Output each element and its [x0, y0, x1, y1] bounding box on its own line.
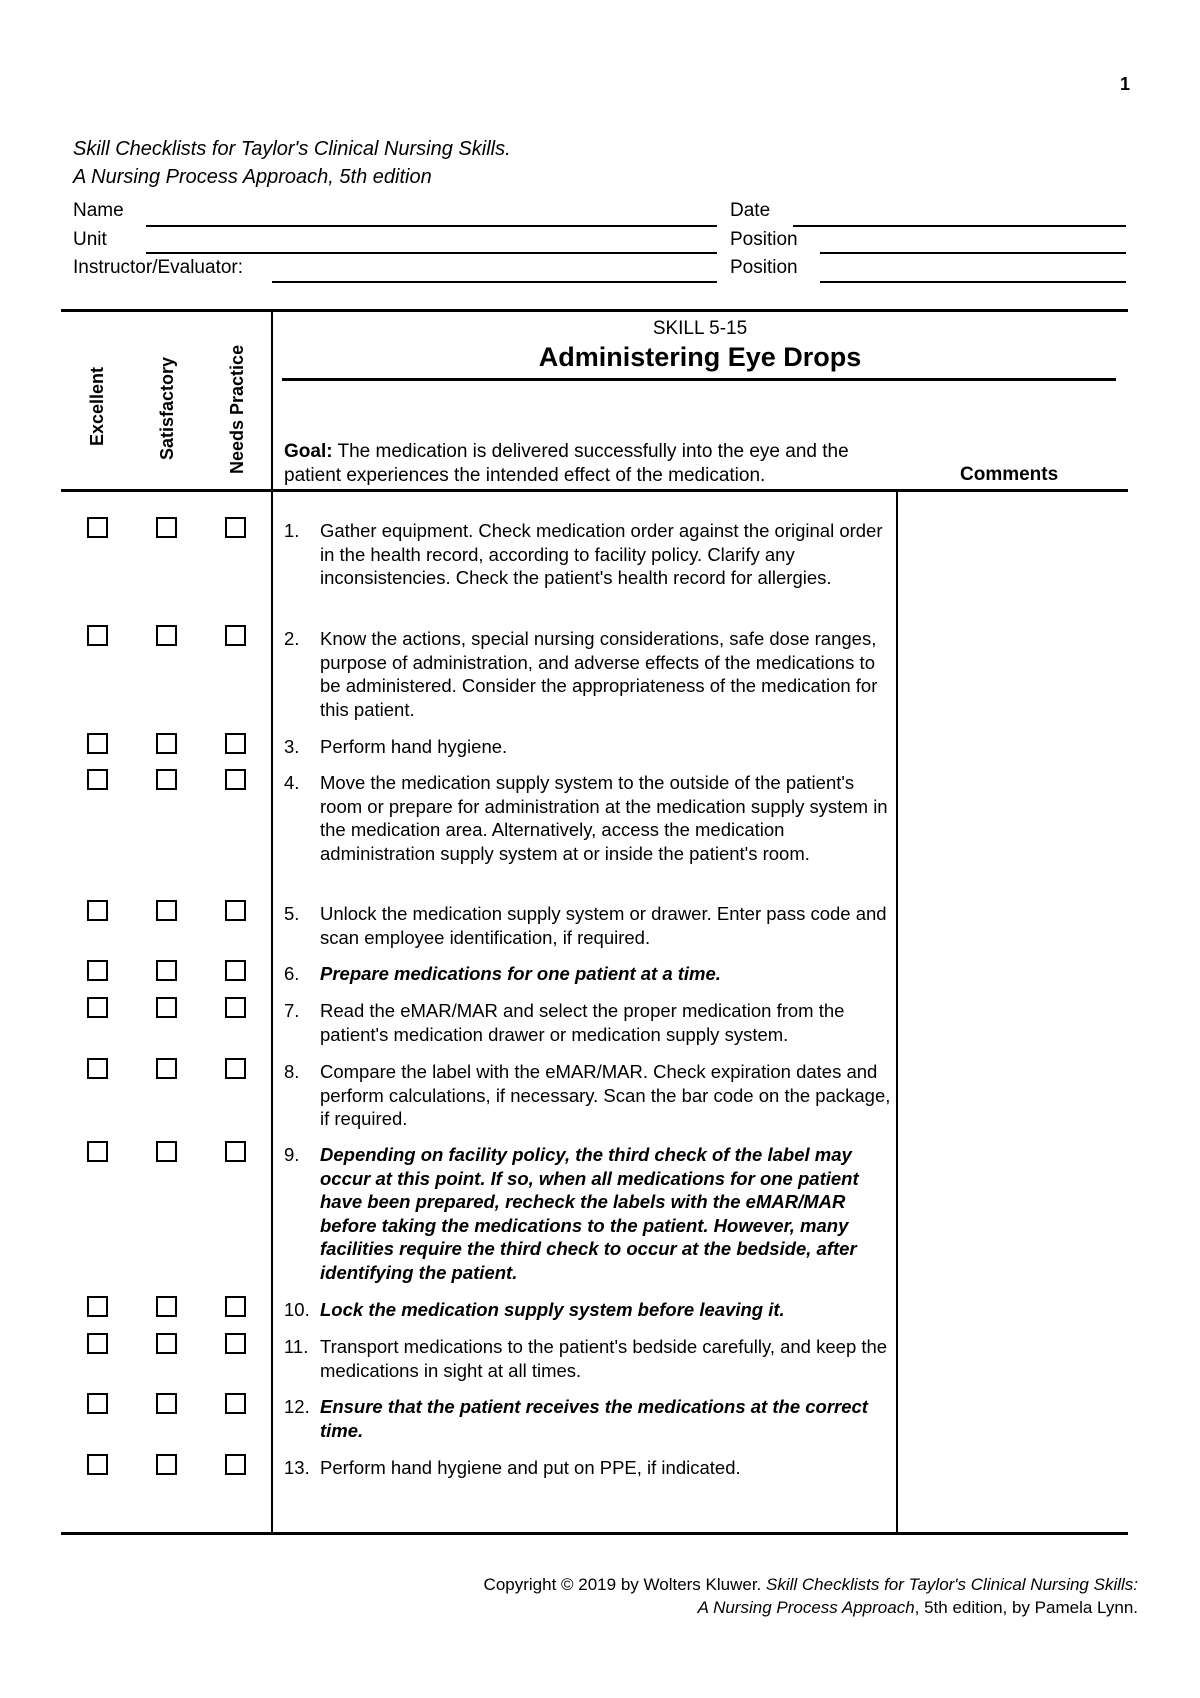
date-label: Date	[730, 200, 771, 221]
checkbox-needs-practice[interactable]	[225, 1058, 246, 1079]
step-number: 4.	[284, 772, 300, 793]
step-number: 2.	[284, 628, 300, 649]
checkbox-needs-practice[interactable]	[225, 960, 246, 981]
unit-field[interactable]	[146, 252, 717, 254]
comments-column-divider	[896, 490, 898, 1533]
step-item	[284, 902, 896, 949]
step-text: Prepare medications for one patient at a time.	[320, 963, 721, 984]
checkbox-excellent[interactable]	[87, 1141, 108, 1162]
table-bottom-rule	[61, 1532, 1128, 1535]
instructor-label: Instructor/Evaluator:	[73, 257, 244, 278]
position-label-1: Position	[730, 229, 798, 250]
checkbox-satisfactory[interactable]	[156, 1333, 177, 1354]
step-item	[284, 999, 896, 1046]
step-text: Gather equipment. Check medication order against the original order in the health record, according to facility policy. Clarify any inconsistencies. Check the patient's health record for allergies.	[320, 520, 883, 588]
checkbox-satisfactory[interactable]	[156, 1296, 177, 1317]
step-item	[284, 1456, 896, 1480]
checkbox-satisfactory[interactable]	[156, 1141, 177, 1162]
checkbox-needs-practice[interactable]	[225, 900, 246, 921]
checkbox-excellent[interactable]	[87, 733, 108, 754]
position-field-2[interactable]	[820, 281, 1126, 283]
instructor-field[interactable]	[272, 281, 717, 283]
step-number: 13.	[284, 1457, 310, 1478]
table-top-rule	[61, 309, 1128, 312]
book-title	[73, 135, 511, 191]
checkbox-satisfactory[interactable]	[156, 517, 177, 538]
step-text: Read the eMAR/MAR and select the proper medication from the patient's medication drawer or medication supply system.	[320, 1000, 845, 1045]
checkbox-satisfactory[interactable]	[156, 1393, 177, 1414]
checkbox-satisfactory[interactable]	[156, 900, 177, 921]
step-number: 5.	[284, 903, 300, 924]
checkbox-excellent[interactable]	[87, 625, 108, 646]
step-text: Compare the label with the eMAR/MAR. Check expiration dates and perform calculations, if necessary. Scan the bar code on the package, if required.	[320, 1061, 891, 1129]
step-text: Move the medication supply system to the outside of the patient's room or prepare for administration at the medication supply system in the medication area. Alternatively, access the medication administration supply system at or inside the patient's room.	[320, 772, 888, 864]
step-text: Perform hand hygiene.	[320, 736, 508, 757]
step-text: Transport medications to the patient's bedside carefully, and keep the medications in sight at all times.	[320, 1336, 888, 1381]
footer-copyright: Copyright © 2019 by Wolters Kluwer.	[483, 1575, 766, 1594]
footer-book-subtitle: A Nursing Process Approach	[697, 1598, 915, 1617]
step-number: 6.	[284, 963, 300, 984]
checkbox-satisfactory[interactable]	[156, 960, 177, 981]
checkbox-needs-practice[interactable]	[225, 1454, 246, 1475]
footer-edition: , 5th edition, by Pamela Lynn.	[914, 1598, 1138, 1617]
step-item	[284, 627, 896, 721]
step-text: Know the actions, special nursing considerations, safe dose ranges, purpose of administration, and adverse effects of the medications to be administered. Consider the appropriateness of the medication for this patient.	[320, 628, 878, 720]
step-item	[284, 1143, 896, 1284]
step-item	[284, 1060, 896, 1131]
checkbox-satisfactory[interactable]	[156, 1454, 177, 1475]
step-number: 11.	[284, 1336, 309, 1357]
checkbox-satisfactory[interactable]	[156, 1058, 177, 1079]
name-label: Name	[73, 200, 124, 221]
step-number: 8.	[284, 1061, 300, 1082]
unit-label: Unit	[73, 229, 107, 250]
checkbox-needs-practice[interactable]	[225, 1393, 246, 1414]
skill-title: Administering Eye Drops	[538, 342, 862, 372]
checkbox-excellent[interactable]	[87, 517, 108, 538]
step-number: 7.	[284, 1000, 300, 1021]
header-bottom-rule	[61, 489, 1128, 492]
checkbox-needs-practice[interactable]	[225, 1333, 246, 1354]
goal-text: The medication is delivered successfully into the eye and the patient experiences the intended effect of the medication.	[284, 441, 849, 486]
checkbox-excellent[interactable]	[87, 1058, 108, 1079]
checkbox-excellent[interactable]	[87, 769, 108, 790]
checkbox-satisfactory[interactable]	[156, 769, 177, 790]
date-field[interactable]	[793, 225, 1126, 227]
book-title-line1: Skill Checklists for Taylor's Clinical Nursing Skills.	[73, 138, 511, 160]
checkbox-excellent[interactable]	[87, 1454, 108, 1475]
checkbox-excellent[interactable]	[87, 1333, 108, 1354]
step-item	[284, 735, 896, 759]
step-number: 3.	[284, 736, 300, 757]
step-text: Ensure that the patient receives the medications at the correct time.	[320, 1396, 868, 1441]
page-number: 1	[1120, 74, 1131, 94]
book-title-line2: A Nursing Process Approach, 5th edition	[73, 166, 432, 188]
checkbox-needs-practice[interactable]	[225, 733, 246, 754]
step-item	[284, 1298, 896, 1322]
copyright-footer	[484, 1573, 1138, 1619]
goal-label: Goal:	[284, 441, 333, 462]
checkbox-satisfactory[interactable]	[156, 625, 177, 646]
checkbox-excellent[interactable]	[87, 960, 108, 981]
step-text: Unlock the medication supply system or drawer. Enter pass code and scan employee identification, if required.	[320, 903, 887, 948]
step-item	[284, 962, 896, 986]
checkbox-needs-practice[interactable]	[225, 1141, 246, 1162]
step-number: 9.	[284, 1144, 300, 1165]
name-field[interactable]	[146, 225, 717, 227]
checkbox-needs-practice[interactable]	[225, 517, 246, 538]
checkbox-satisfactory[interactable]	[156, 733, 177, 754]
step-item	[284, 519, 896, 590]
checkbox-excellent[interactable]	[87, 1296, 108, 1317]
step-text: Depending on facility policy, the third check of the label may occur at this point. If so, when all medications for one patient have been prepared, recheck the labels with the eMAR/MAR before taking the medications to the patient. However, many facilities require the third check to occur at the bedside, after identifying the patient.	[320, 1144, 859, 1283]
step-text: Perform hand hygiene and put on PPE, if indicated.	[320, 1457, 741, 1478]
step-number: 10.	[284, 1299, 310, 1320]
step-item	[284, 1395, 896, 1442]
rating-header-needs-practice: Needs Practice	[227, 344, 247, 474]
skill-number: SKILL 5-15	[652, 318, 748, 339]
position-label-2: Position	[730, 257, 798, 278]
rating-column-divider	[271, 310, 273, 1533]
position-field-1[interactable]	[820, 252, 1126, 254]
goal-statement	[284, 440, 904, 488]
rating-header-satisfactory: Satisfactory	[157, 356, 177, 460]
checkbox-needs-practice[interactable]	[225, 1296, 246, 1317]
step-number: 12.	[284, 1396, 310, 1417]
step-number: 1.	[284, 520, 300, 541]
checkbox-needs-practice[interactable]	[225, 997, 246, 1018]
checkbox-needs-practice[interactable]	[225, 625, 246, 646]
checkbox-satisfactory[interactable]	[156, 997, 177, 1018]
step-item	[284, 1335, 896, 1382]
checkbox-excellent[interactable]	[87, 1393, 108, 1414]
checkbox-excellent[interactable]	[87, 900, 108, 921]
title-rule	[282, 378, 1116, 381]
checkbox-excellent[interactable]	[87, 997, 108, 1018]
comments-header: Comments	[960, 464, 1059, 485]
step-text: Lock the medication supply system before leaving it.	[320, 1299, 785, 1320]
checkbox-needs-practice[interactable]	[225, 769, 246, 790]
footer-book-title: Skill Checklists for Taylor's Clinical Nursing Skills:	[766, 1575, 1138, 1594]
rating-header-excellent: Excellent	[87, 366, 107, 446]
step-item	[284, 771, 896, 865]
